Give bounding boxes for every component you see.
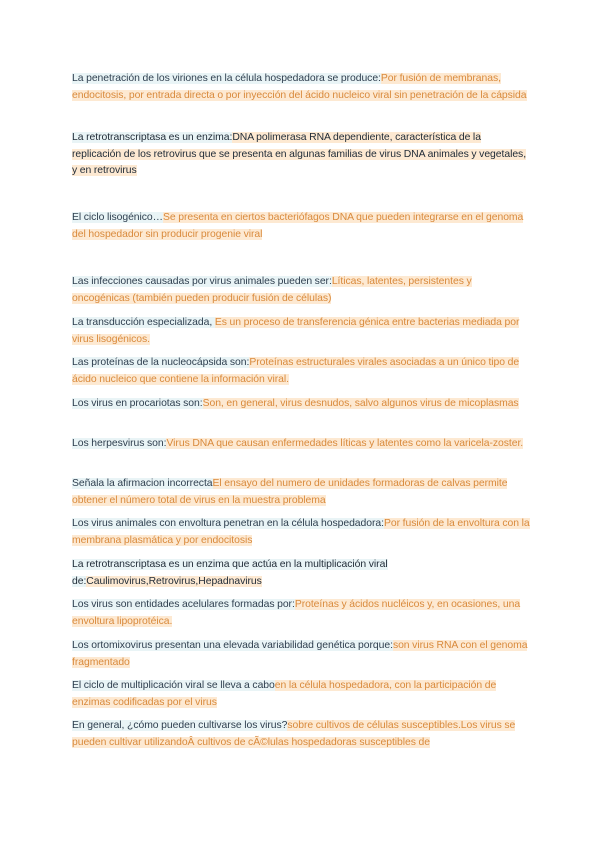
- answer-text: Caulimovirus,Retrovirus,Hepadnavirus: [86, 575, 262, 587]
- question-text: Los ortomixovirus presentan una elevada variabilidad genética porque:: [72, 640, 393, 651]
- answer-text: Por fusión de membranas, endocitosis, por entrada directa o por inyección del ácido nucleico viral sin penetración de la cápsida: [72, 73, 527, 101]
- qa-item: [72, 638, 532, 671]
- question-text: Los herpesvirus son:: [72, 438, 167, 449]
- question-text: La transducción especializada,: [72, 317, 215, 328]
- answer-text: son virus RNA con el genoma fragmentado: [72, 640, 528, 668]
- qa-item: [72, 396, 532, 413]
- answer-text: El ensayo del numero de unidades formadoras de calvas permite obtener el número total de virus en la muestra problema: [72, 478, 508, 506]
- qa-item: [72, 557, 532, 590]
- qa-item: [72, 355, 532, 388]
- answer-text: Son, en general, virus desnudos, salvo algunos virus de micoplasmas: [202, 398, 519, 409]
- qa-item: [72, 476, 532, 509]
- qa-item: [72, 130, 532, 180]
- question-text: El ciclo lisogénico…: [72, 212, 163, 223]
- qa-item: [72, 516, 532, 549]
- answer-text: Proteínas y ácidos nucléicos y, en ocasiones, una envoltura lipoprotéica.: [72, 599, 521, 627]
- answer-text: DNA polimerasa RNA dependiente, característica de la replicación de los retrovirus que se presenta en algunas familias de virus DNA animales y vegetales, y en retrovirus: [72, 132, 527, 177]
- question-text: El ciclo de multiplicación viral se lleva a cabo: [72, 680, 275, 691]
- qa-item: [72, 436, 532, 453]
- question-text: Los virus en procariotas son:: [72, 398, 203, 409]
- question-text: Señala la afirmacion incorrecta: [72, 478, 213, 489]
- question-text: La retrotranscriptasa es un enzima que actúa en la multiplicación viral de:: [72, 559, 388, 587]
- answer-text: Proteínas estructurales virales asociadas a un único tipo de ácido nucleico que contiene la información viral.: [72, 357, 520, 385]
- answer-text: en la célula hospedadora, con la participación de enzimas codificadas por el virus: [72, 680, 497, 708]
- qa-item: [72, 678, 532, 711]
- question-text: La retrotranscriptasa es un enzima:: [72, 132, 233, 143]
- answer-text: Es un proceso de transferencia génica entre bacterias mediada por virus lisogénicos.: [72, 317, 520, 345]
- question-text: Las infecciones causadas por virus animales pueden ser:: [72, 276, 332, 287]
- question-text: Los virus son entidades acelulares formadas por:: [72, 599, 295, 610]
- qa-item: [72, 597, 532, 630]
- answer-text: Por fusión de la envoltura con la membrana plasmática y por endocitosis: [72, 518, 530, 546]
- qa-item: [72, 71, 532, 104]
- qa-item: [72, 274, 532, 307]
- question-text: En general, ¿cómo pueden cultivarse los virus?: [72, 720, 288, 731]
- qa-item: [72, 718, 532, 751]
- question-text: Las proteínas de la nucleocápsida son:: [72, 357, 250, 368]
- qa-item: [72, 210, 532, 243]
- answer-text: Virus DNA que causan enfermedades líticas y latentes como la varicela-zoster.: [166, 438, 524, 449]
- answer-text: Líticas, latentes, persistentes y oncogénicas (también pueden producir fusión de células): [72, 276, 472, 304]
- answer-text: sobre cultivos de células susceptibles.Los virus se pueden cultivar utilizandoÂ cultivos de cÃ©lulas hospedadoras susceptibles de: [72, 720, 516, 748]
- question-text: Los virus animales con envoltura penetran en la célula hospedadora:: [72, 518, 384, 529]
- qa-item: [72, 315, 532, 348]
- question-text: La penetración de los viriones en la célula hospedadora se produce:: [72, 73, 381, 84]
- answer-text: Se presenta en ciertos bacteriófagos DNA que pueden integrarse en el genoma del hospedador sin producir progenie viral: [72, 212, 524, 240]
